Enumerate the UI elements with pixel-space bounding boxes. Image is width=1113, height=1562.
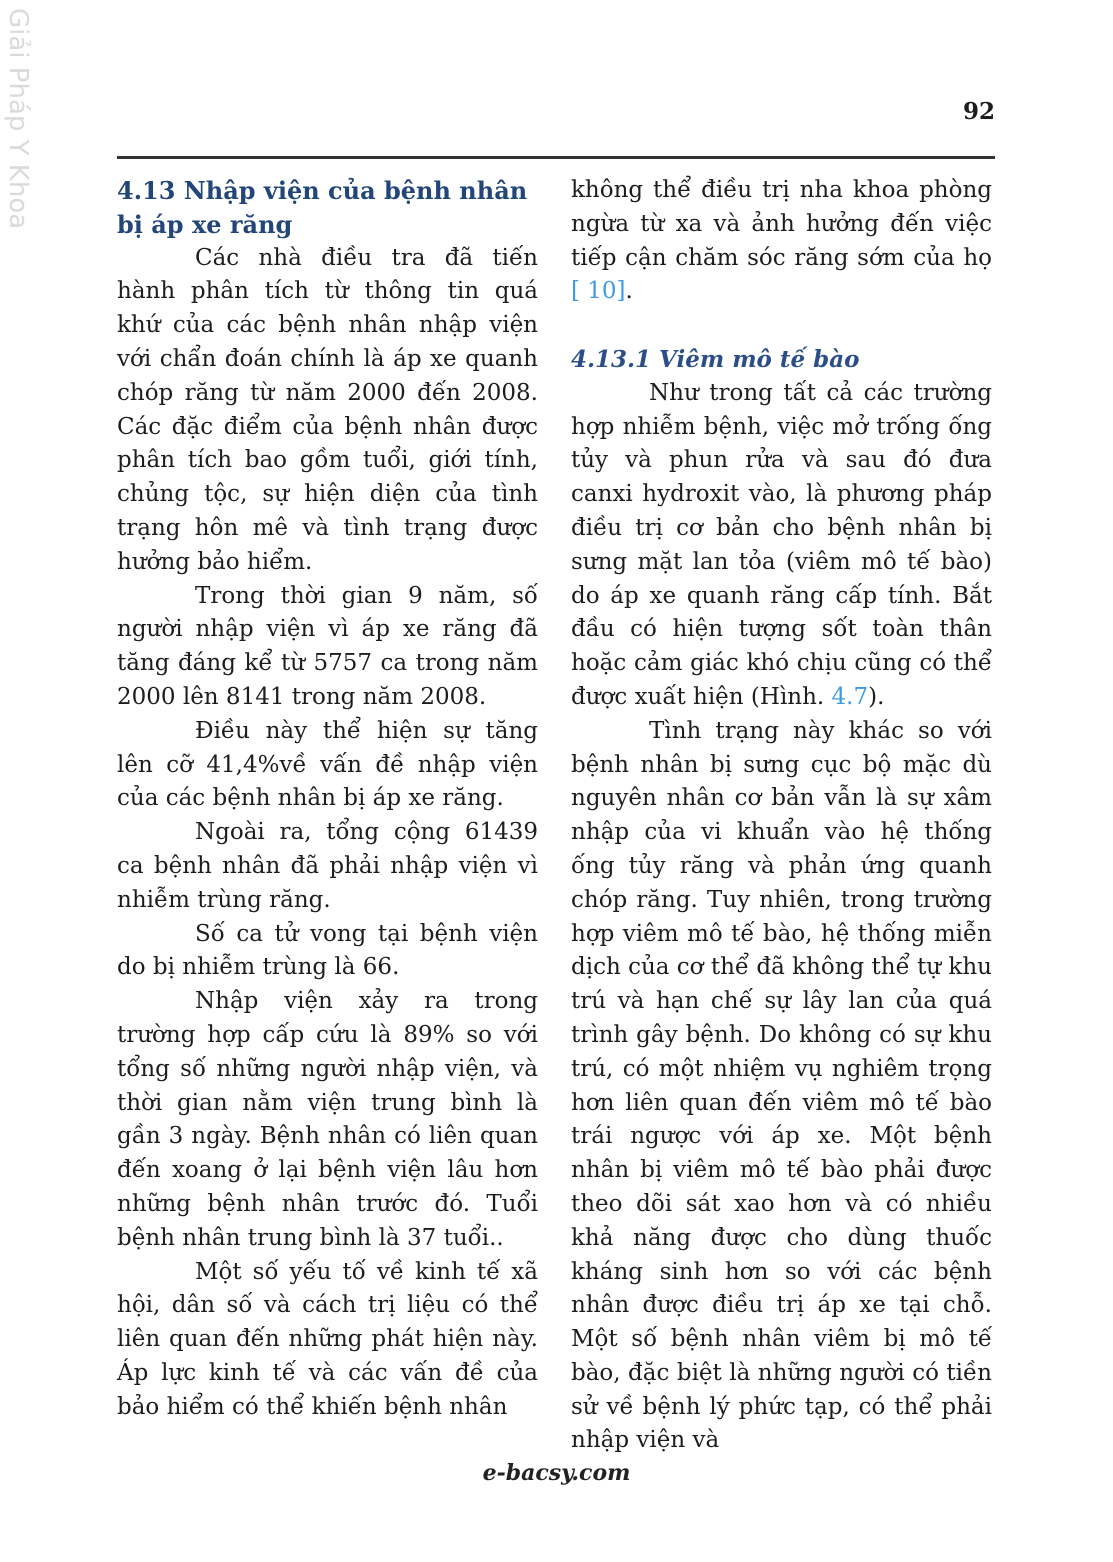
- right-column: [571, 174, 992, 1458]
- paragraph-continuation: [571, 174, 992, 309]
- paragraph: [571, 377, 992, 715]
- paragraph: Một số yếu tố về kinh tế xã hội, dân số và cách trị liệu có thể liên quan đến những phát hiện này. Áp lực kinh tế và các vấn đề của bảo hiểm có thể khiến bệnh nhân: [117, 1258, 538, 1420]
- paragraph-end: .: [625, 278, 633, 305]
- figure-link[interactable]: 4.7: [831, 683, 869, 710]
- paragraph-text: Như trong tất cả các trường hợp nhiễm bệnh, việc mở trống ống tủy và phun rửa và sau đó đưa canxi hydroxit vào, là phương pháp điều trị cơ bản cho bệnh nhân bị sưng mặt lan tỏa (viêm mô tế bào) do áp xe quanh răng cấp tính. Bắt đầu có hiện tượng sốt toàn thân hoặc cảm giác khó chịu cũng có thể được xuất hiện (Hình.: [571, 379, 992, 710]
- paragraph-text: không thể điều trị nha khoa phòng ngừa từ xa và ảnh hưởng đến việc tiếp cận chăm sóc răng sớm của họ: [571, 177, 992, 271]
- paragraph: Điều này thể hiện sự tăng lên cỡ 41,4%về vấn đề nhập viện của các bệnh nhân bị áp xe răng.: [117, 717, 538, 812]
- paragraph: Ngoài ra, tổng cộng 61439 ca bệnh nhân đã phải nhập viện vì nhiễm trùng răng.: [117, 819, 538, 913]
- paragraph-end: ).: [868, 683, 885, 710]
- paragraph: Trong thời gian 9 năm, số người nhập viện vì áp xe răng đã tăng đáng kể từ 5757 ca trong năm 2000 lên 8141 trong năm 2008.: [117, 582, 538, 710]
- section-title: 4.13 Nhập viện của bệnh nhân bị áp xe răng: [117, 176, 528, 239]
- left-column: [117, 174, 538, 1424]
- paragraph: Số ca tử vong tại bệnh viện do bị nhiễm trùng là 66.: [117, 920, 538, 981]
- page-number: 92: [962, 98, 995, 125]
- paragraph: Nhập viện xảy ra trong trường hợp cấp cứu là 89% so với tổng số những người nhập viện, và thời gian nằm viện trung bình là gần 3 ngày. Bệnh nhân có liên quan đến xoang ở lại bệnh viện lâu hơn những bệnh nhân trước đó. Tuổi bệnh nhân trung bình là 37 tuổi..: [117, 988, 538, 1251]
- paragraph: Tình trạng này khác so với bệnh nhân bị sưng cục bộ mặc dù nguyên nhân cơ bản vẫn là sự xâm nhập của vi khuẩn vào hệ thống ống tủy răng và phản ứng quanh chóp răng. Tuy nhiên, trong trường hợp viêm mô tế bào, hệ thống miễn dịch của cơ thể đã không thể tự khu trú và hạn chế sự lây lan của quá trình gây bệnh. Do không có sự khu trú, có một nhiệm vụ nghiêm trọng hơn liên quan đến viêm mô tế bào trái ngược với áp xe. Một bệnh nhân bị viêm mô tế bào phải được theo dõi sát xao hơn và có nhiều khả năng được cho dùng thuốc kháng sinh hơn so với các bệnh nhân được điều trị áp xe tại chỗ. Một số bệnh nhân viêm bị mô tế bào, đặc biệt là những người có tiền sử về bệnh lý phức tạp, có thể phải nhập viện và: [571, 717, 992, 1454]
- paragraph: Các nhà điều tra đã tiến hành phân tích từ thông tin quá khứ của các bệnh nhân nhập viện với chẩn đoán chính là áp xe quanh chóp răng từ năm 2000 đến 2008. Các đặc điểm của bệnh nhân được phân tích bao gồm tuổi, giới tính, chủng tộc, sự hiện diện của tình trạng hôn mê và tình trạng được hưởng bảo hiểm.: [117, 244, 538, 575]
- footer-site-name: e-bacsy.com: [482, 1460, 631, 1486]
- header-rule: [117, 156, 995, 159]
- watermark: Giải Pháp Y Khoa: [3, 8, 33, 230]
- subsection-title: 4.13.1 Viêm mô tế bào: [571, 345, 860, 373]
- citation-link[interactable]: [ 10]: [571, 278, 626, 305]
